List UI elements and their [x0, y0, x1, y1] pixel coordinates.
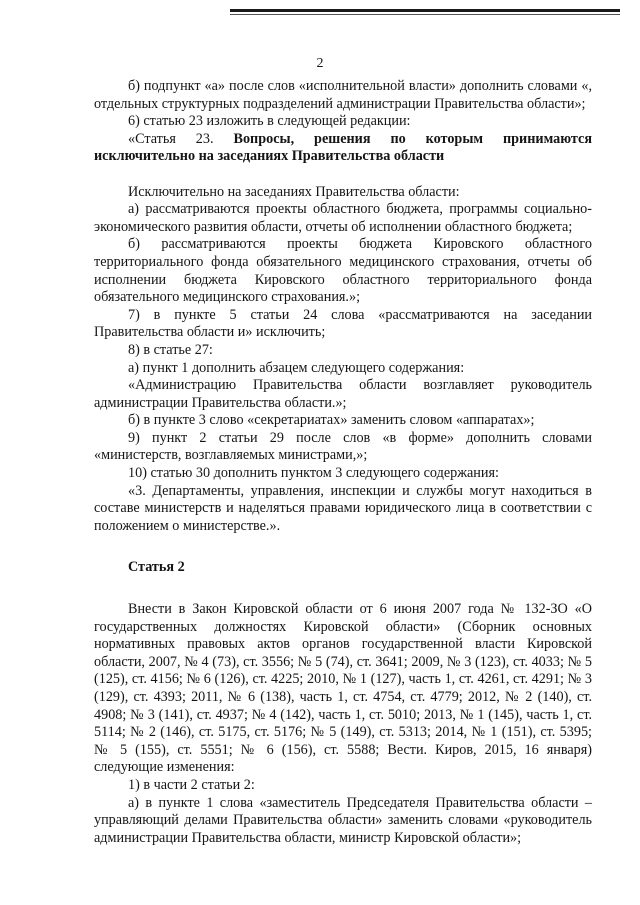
document-body [94, 78, 592, 847]
article-23-title-bold: Вопросы, решения по которым принимаются исключительно на заседаниях Правительства области [94, 130, 593, 165]
paragraph: 6) статью 23 изложить в следующей редакции: [128, 113, 411, 130]
paragraph: 8) в статье 27: [128, 341, 213, 358]
paragraph: 9) пункт 2 статьи 29 после слов «в форме» дополнить словами «министерств, возглавляемых министрами,»; [94, 429, 592, 464]
paragraph: Исключительно на заседаниях Правительства области: [128, 183, 460, 200]
paragraph: б) подпункт «а» после слов «исполнительной власти» дополнить словами «, отдельных структурных подразделений администрации Правительства области»; [94, 78, 592, 112]
page-number: 2 [316, 56, 324, 71]
paragraph: Внести в Закон Кировской области от 6 июня 2007 года № 132-ЗО «О государственных должностях Кировской области» (Сборник основных нормативных правовых актов органов государственной власти Кировской области, 2007, № 4 (73), ст. 3556; № 5 (74), ст. 3641; 2009, № 3 (123), ст. 4033; № 5 (125), ст. 4156; № 6 (126), ст. 4225; 2010, № 1 (127), часть 1, ст. 4261, ст. 4291; № 3 (129), ст. 4393; 2011, № 6 (138), часть 1, ст. 4754, ст. 4779; 2012, № 2 (140), ст. 4908; № 3 (141), ст. 4937; № 4 (142), часть 1, ст. 5010; 2013, № 1 (145), часть 1, ст. 5114; № 2 (146), ст. 5175, ст. 5176; № 5 (149), ст. 5313; 2014, № 1 (151), ст. 5395; № 5 (155), ст. 5551; № 6 (156), ст. 5588; Вести. Киров, 2015, 16 января) следующие изменения: [94, 601, 592, 776]
paragraph: а) в пункте 1 слова «заместитель Председателя Правительства области – управляющий делами Правительства области» заменить словами «руководитель администрации Правительства области, министр Кировской области»; [94, 794, 592, 846]
paragraph: «Администрацию Правительства области возглавляет руководитель администрации Правительства области.»; [94, 377, 592, 411]
paragraph: а) пункт 1 дополнить абзацем следующего содержания: [128, 359, 465, 376]
header-rule-thin [230, 14, 620, 15]
article-23-number: «Статья 23. [128, 130, 214, 147]
paragraph: б) рассматриваются проекты бюджета Кировского областного территориального фонда обязательного медицинского страхования, отчеты об исполнении бюджета Кировского областного территориального фонда обязательного медицинского страхования.»; [94, 236, 592, 306]
article-2-heading: Статья 2 [128, 559, 185, 576]
paragraph: 10) статью 30 дополнить пунктом 3 следующего содержания: [128, 465, 499, 482]
paragraph: «3. Департаменты, управления, инспекции и службы могут находиться в составе министерств и наделяться правами юридического лица в соответствии с положением о министерстве.». [94, 482, 592, 534]
header-rule [230, 9, 620, 12]
paragraph: 7) в пункте 5 статьи 24 слова «рассматриваются на заседании Правительства области и» исключить; [94, 306, 592, 341]
paragraph: б) в пункте 3 слово «секретариатах» заменить словом «аппаратах»; [128, 412, 535, 429]
paragraph: а) рассматриваются проекты областного бюджета, программы социально-экономического развития области, отчеты об исполнении областного бюджета; [94, 201, 592, 235]
paragraph: 1) в части 2 статьи 2: [128, 776, 255, 793]
article-23-title [94, 131, 592, 166]
